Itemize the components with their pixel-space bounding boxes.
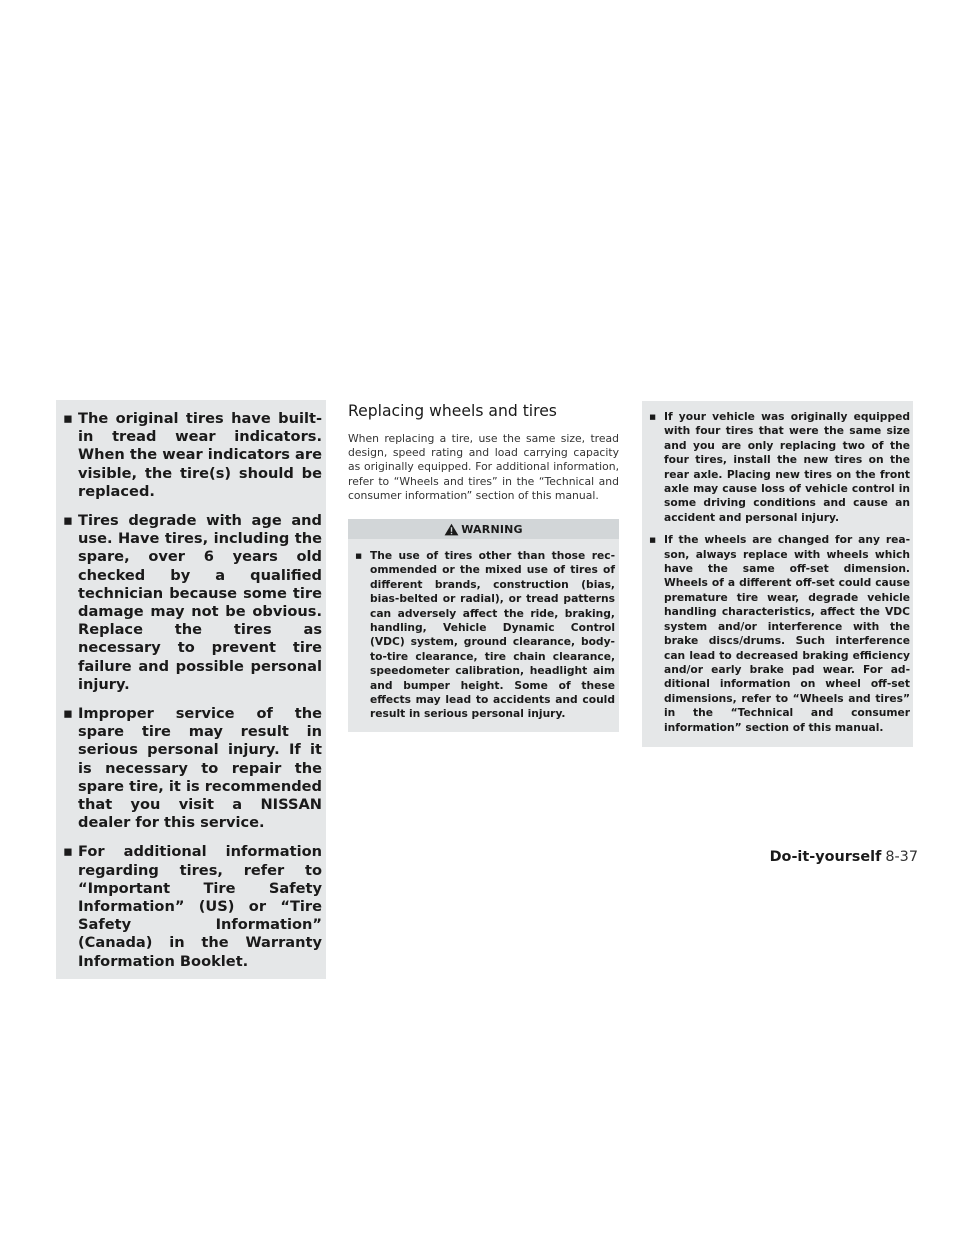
- right-warning-list: [648, 410, 910, 735]
- section-title: Replacing wheels and tires: [348, 402, 557, 420]
- list-item: ▪ Improper service of the spare tire may result in serious personal injury. If it is necessary to repair the spare tire, it is recommended that you visit a NISSAN dealer for this service.: [62, 705, 322, 832]
- left-caution-list: [62, 410, 322, 971]
- left-caution-panel: [56, 400, 326, 979]
- list-item: ▪ For additional information regarding tires, refer to “Important Tire Safety Information” (US) or “Tire Safety Information” (Canada) in the Warranty Information Booklet.: [62, 843, 322, 970]
- warning-label: WARNING: [461, 522, 523, 536]
- middle-column: [348, 402, 619, 732]
- right-warning-panel: [642, 401, 913, 747]
- list-item: ▪ The use of tires other than those recommended or the mixed use of tires of different brands, construction (bias, bias-belted or radial), or tread patterns can adversely affect the ride, braking, handling, Vehicle Dynamic Control (VDC) system, ground clearance, body-to-tire clearance, tire chain clearance, speedometer calibration, headlight aim and bumper height. Some of these effects may lead to accidents and could result in serious personal injury.: [354, 549, 615, 722]
- warning-triangle-icon: [444, 523, 459, 536]
- footer-section-name: Do-it-yourself: [769, 849, 882, 865]
- section-body: When replacing a tire, use the same size, tread design, speed rating and load carrying capacity as originally equipped. For additional information, refer to “Wheels and tires” in the “Technical and consumer information” section of this manual.: [348, 432, 619, 502]
- warning-list: [354, 549, 615, 722]
- warning-body: [348, 539, 619, 732]
- list-item: ▪ The original tires have built-in tread wear indicators. When the wear indicators are visible, the tire(s) should be replaced.: [62, 410, 322, 501]
- list-item: ▪ Tires degrade with age and use. Have tires, including the spare, over 6 years old checked by a qualified technician because some tire damage may not be obvious. Replace the tires as necessary to prevent tire failure and possible personal injury.: [62, 512, 322, 694]
- list-item: ▪ If the wheels are changed for any reason, always replace with wheels which have the same off-set dimension. Wheels of a different off-set could cause premature tire wear, degrade vehicle handling characteristics, affect the VDC system and/or interference with the brake discs/drums. Such interference can lead to decreased braking efficiency and/or early brake pad wear. For additional information on wheel off-set dimensions, refer to “Wheels and tires” in the “Technical and consumer information” section of this manual.: [648, 533, 910, 735]
- list-item: ▪ If your vehicle was originally equipped with four tires that were the same size and you are only replacing two of the four tires, install the new tires on the rear axle. Placing new tires on the front axle may cause loss of vehicle control in some driving conditions and cause an accident and personal injury.: [648, 410, 910, 525]
- page-number: 8-37: [885, 849, 918, 865]
- warning-header: [348, 519, 619, 539]
- page-footer: [770, 849, 918, 865]
- warning-box: [348, 519, 619, 732]
